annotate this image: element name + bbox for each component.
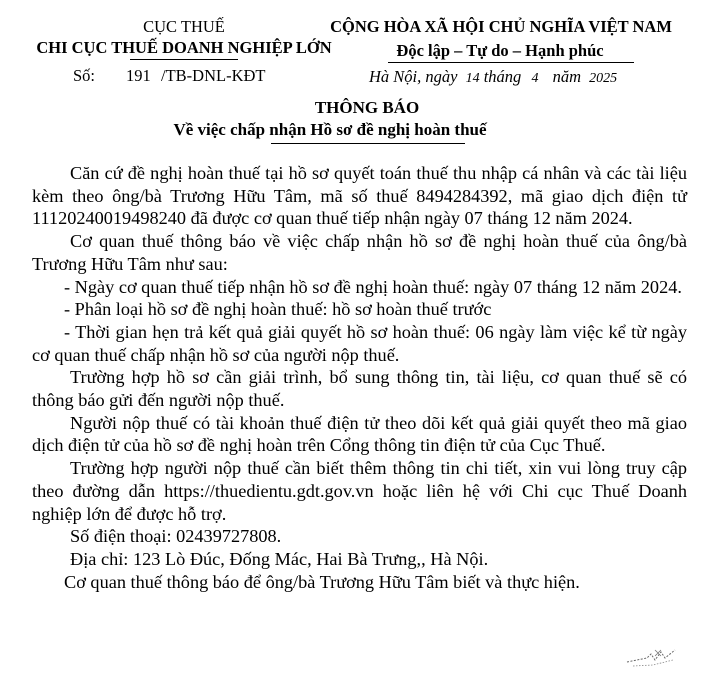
motto-underline <box>388 62 634 63</box>
document-title: THÔNG BÁO <box>314 98 420 117</box>
document-subject: Về việc chấp nhận Hồ sơ đề nghị hoàn thuế <box>173 120 487 139</box>
national-motto: Độc lập – Tự do – Hạnh phúc <box>396 41 604 60</box>
document-number-suffix: /TB-DNL-KĐT <box>161 66 266 85</box>
digital-signature-mark <box>625 640 685 670</box>
date-year-label: năm <box>552 67 581 86</box>
closing-line: Cơ quan thuế thông báo để ông/bà Trương Hữu Tâm biết và thực hiện. <box>64 571 580 592</box>
paragraph-acceptance-intro: Cơ quan thuế thông báo về việc chấp nhận hồ sơ đề nghị hoàn thuế của ông/bà Trương Hữu Tâm như sau: <box>32 231 687 274</box>
document-number: 191 <box>126 66 151 85</box>
date-year: 2025 <box>589 71 618 86</box>
phone-line: Số điện thoại: 02439727808. <box>70 526 282 547</box>
document-body <box>32 162 687 593</box>
address-line: Địa chỉ: 123 Lò Đúc, Đống Mác, Hai Bà Trưng,, Hà Nội. <box>70 548 489 569</box>
document-number-label: Số: <box>73 66 96 85</box>
paragraph-e-tax-tracking: Người nộp thuế có tài khoản thuế điện tử theo dõi kết quả giải quyết theo mã giao dịch điện tử của hồ sơ đề nghị hoàn trên Cổng thông tin điện tử của Cục Thuế. <box>32 412 687 456</box>
date-month: 4 <box>531 71 539 86</box>
item-processing-time: - Thời gian hẹn trả kết quả giải quyết hồ sơ hoàn thuế: 06 ngày làm việc kể từ ngày cơ quan thuế chấp nhận hồ sơ của người nộp thuế. <box>32 321 687 365</box>
subject-underline <box>271 143 465 144</box>
item-dossier-classification: - Phân loại hồ sơ đề nghị hoàn thuế: hồ sơ hoàn thuế trước <box>64 299 492 320</box>
sub-agency-name: CHI CỤC THUẾ DOANH NGHIỆP LỚN <box>36 38 332 57</box>
paragraph-legal-basis: Căn cứ đề nghị hoàn thuế tại hồ sơ quyết toán thuế thu nhập cá nhân và các tài liệu kèm theo ông/bà Trương Hữu Tâm, mã số thuế 8494284392, mã giao dịch điện tử 11120240019498240 đã được cơ quan thuế tiếp nhận ngày 07 tháng 12 năm 2024. <box>32 163 687 229</box>
date-place-label: Hà Nội, ngày <box>369 67 458 86</box>
paragraph-contact-info: Trường hợp người nộp thuế cần biết thêm thông tin chi tiết, xin vui lòng truy cập theo đường dẫn https://thuedientu.gdt.gov.vn hoặc liên hệ với Chi cục Thuế Doanh nghiệp lớn để được hỗ trợ. <box>32 458 687 524</box>
date-place <box>369 67 617 89</box>
paragraph-supplement: Trường hợp hồ sơ cần giải trình, bổ sung thông tin, tài liệu, cơ quan thuế sẽ có thông báo gửi đến người nộp thuế. <box>32 367 687 411</box>
country-name: CỘNG HÒA XÃ HỘI CHỦ NGHĨA VIỆT NAM <box>330 17 672 36</box>
sub-agency-underline <box>130 59 238 60</box>
date-month-label: tháng <box>483 67 522 86</box>
date-day: 14 <box>465 71 480 86</box>
item-receipt-date: - Ngày cơ quan thuế tiếp nhận hồ sơ đề nghị hoàn thuế: ngày 07 tháng 12 năm 2024. <box>64 276 682 297</box>
agency-name: CỤC THUẾ <box>143 17 225 36</box>
